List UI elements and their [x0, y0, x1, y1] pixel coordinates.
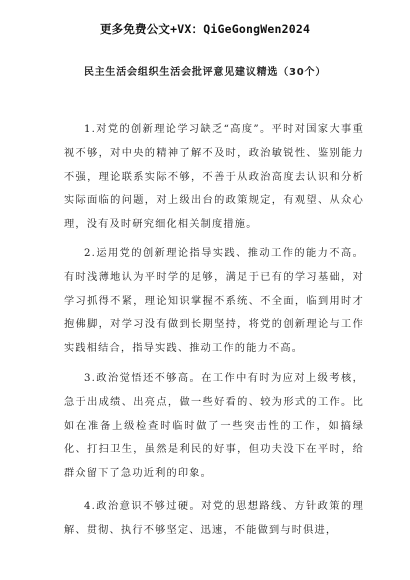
paragraph-1: 1.对党的创新理论学习缺乏“高度”。平时对国家大事重视不够，对中央的精神了解不及时，政治敏锐性、鉴别能力不强，理论联系实际不够，不善于从政治高度去认识和分析实际面临的问题，对上级出台的政策规定，有观望、从众心理，没有及时研究细化相关制度措施。	[64, 124, 364, 230]
promo-header: 更多免费公文+VX：QiGeGongWen2024	[99, 22, 311, 36]
paragraph-3: 3.政治觉悟还不够高。在工作中有时为应对上级考核，急于出成绩、出亮点，做一些好看的、较为形式的工作。比如在准备上级检查时临时做了一些突击性的工作，如搞绿化、打扫卫生，虽然是利民的好事，但功夫没下在平时，给群众留下了急功近利的印象。	[64, 373, 364, 479]
paragraph-2: 2.运用党的创新理论指导实践、推动工作的能力不高。有时浅薄地认为平时学的足够，满足于已有的学习基础，对学习抓得不紧，理论知识掌握不系统、不全面，临到用时才抱佛脚，对学习没有做到长期坚持，将党的创新理论与工作实践相结合，指导实践、推动工作的能力不高。	[64, 248, 364, 354]
paragraph-4: 4.政治意识不够过硬。对党的思想路线、方针政策的理解、贯彻、执行不够坚定、迅速，不能做到与时俱进，	[64, 501, 364, 536]
document-title: 民主生活会组织生活会批评意见建议精选（30个）	[83, 67, 327, 78]
